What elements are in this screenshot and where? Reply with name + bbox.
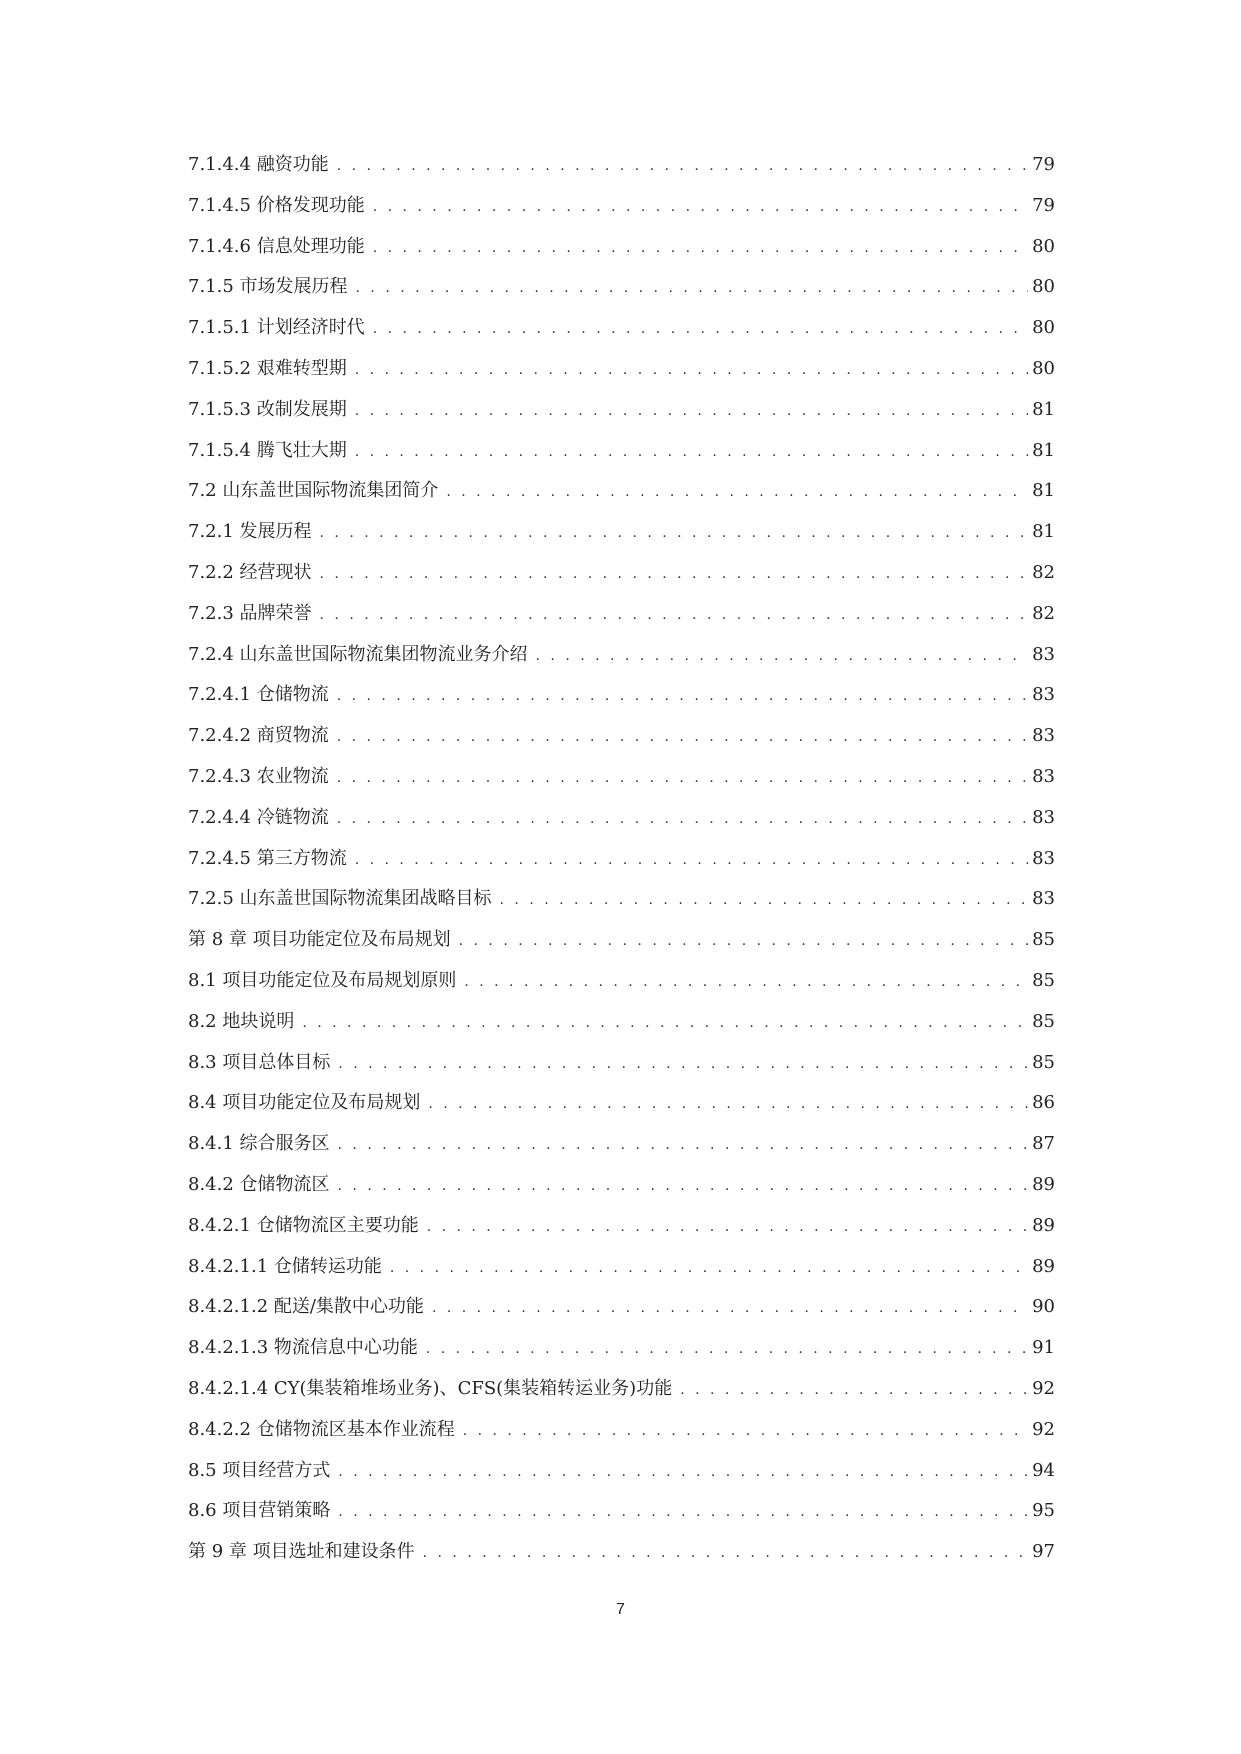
toc-entry[interactable] bbox=[188, 1091, 1055, 1132]
toc-dot-leader bbox=[337, 684, 1028, 708]
toc-dot-leader bbox=[320, 521, 1029, 545]
toc-dot-leader bbox=[338, 1460, 1028, 1484]
toc-entry-title: 7.2.2 经营现状 bbox=[188, 561, 312, 583]
toc-dot-leader bbox=[390, 1256, 1028, 1280]
toc-entry-page: 86 bbox=[1032, 1092, 1055, 1114]
toc-entry-page: 80 bbox=[1032, 317, 1055, 339]
toc-entry-title: 8.4 项目功能定位及布局规划 bbox=[188, 1092, 421, 1114]
toc-entry-page: 92 bbox=[1032, 1377, 1055, 1399]
toc-entry-page: 80 bbox=[1032, 357, 1055, 379]
toc-dot-leader bbox=[536, 644, 1029, 668]
toc-entry[interactable] bbox=[188, 235, 1055, 276]
toc-entry-page: 83 bbox=[1032, 684, 1055, 706]
toc-entry[interactable] bbox=[188, 398, 1055, 439]
toc-dot-leader bbox=[355, 358, 1028, 382]
toc-entry[interactable] bbox=[188, 1214, 1055, 1255]
toc-entry-page: 81 bbox=[1032, 439, 1055, 461]
toc-entry-title: 8.1 项目功能定位及布局规划原则 bbox=[188, 969, 457, 991]
toc-dot-leader bbox=[426, 1337, 1028, 1361]
table-of-contents bbox=[188, 153, 1055, 1581]
toc-entry[interactable] bbox=[188, 1255, 1055, 1296]
toc-entry[interactable] bbox=[188, 479, 1055, 520]
toc-entry-title: 8.4.2.1 仓储物流区主要功能 bbox=[188, 1214, 419, 1236]
toc-dot-leader bbox=[373, 236, 1028, 260]
toc-entry[interactable] bbox=[188, 683, 1055, 724]
toc-entry[interactable] bbox=[188, 806, 1055, 847]
toc-dot-leader bbox=[428, 1092, 1028, 1116]
toc-entry-page: 89 bbox=[1032, 1173, 1055, 1195]
toc-entry-title: 8.4.2.1.3 物流信息中心功能 bbox=[188, 1337, 418, 1359]
toc-entry-page: 83 bbox=[1032, 888, 1055, 910]
toc-entry-title: 第 8 章 项目功能定位及布局规划 bbox=[188, 929, 451, 951]
toc-entry[interactable] bbox=[188, 561, 1055, 602]
toc-entry-title: 7.2.4.4 冷链物流 bbox=[188, 806, 329, 828]
toc-entry-page: 81 bbox=[1032, 521, 1055, 543]
toc-entry-page: 91 bbox=[1032, 1337, 1055, 1359]
toc-entry[interactable] bbox=[188, 275, 1055, 316]
toc-entry-title: 7.1.5.3 改制发展期 bbox=[188, 398, 347, 420]
toc-entry-title: 8.4.1 综合服务区 bbox=[188, 1133, 330, 1155]
toc-entry[interactable] bbox=[188, 1173, 1055, 1214]
toc-entry[interactable] bbox=[188, 1132, 1055, 1173]
toc-entry-page: 83 bbox=[1032, 806, 1055, 828]
toc-dot-leader bbox=[337, 154, 1028, 178]
toc-entry-page: 89 bbox=[1032, 1214, 1055, 1236]
toc-entry-title: 7.1.5.4 腾飞壮大期 bbox=[188, 439, 347, 461]
toc-entry[interactable] bbox=[188, 357, 1055, 398]
toc-entry[interactable] bbox=[188, 1010, 1055, 1051]
page-number: 7 bbox=[616, 1601, 625, 1618]
toc-entry-title: 7.2.4.3 农业物流 bbox=[188, 765, 329, 787]
toc-entry-title: 8.4.2.1.1 仓储转运功能 bbox=[188, 1255, 382, 1277]
toc-entry-page: 81 bbox=[1032, 398, 1055, 420]
toc-entry-title: 7.2.4 山东盖世国际物流集团物流业务介绍 bbox=[188, 643, 528, 665]
toc-entry[interactable] bbox=[188, 1336, 1055, 1377]
toc-dot-leader bbox=[337, 725, 1028, 749]
toc-entry[interactable] bbox=[188, 316, 1055, 357]
toc-dot-leader bbox=[463, 1419, 1028, 1443]
toc-entry[interactable] bbox=[188, 928, 1055, 969]
toc-entry-page: 83 bbox=[1032, 643, 1055, 665]
toc-entry-page: 90 bbox=[1032, 1296, 1055, 1318]
toc-dot-leader bbox=[320, 603, 1029, 627]
toc-dot-leader bbox=[446, 480, 1028, 504]
toc-entry-title: 7.1.4.6 信息处理功能 bbox=[188, 235, 365, 257]
toc-entry-page: 79 bbox=[1032, 154, 1055, 175]
toc-entry-title: 7.2.4.2 商贸物流 bbox=[188, 725, 329, 747]
toc-entry-title: 7.1.5.2 艰难转型期 bbox=[188, 357, 347, 379]
toc-entry[interactable] bbox=[188, 194, 1055, 235]
toc-dot-leader bbox=[373, 195, 1028, 219]
toc-dot-leader bbox=[338, 1052, 1028, 1076]
toc-entry-title: 8.6 项目营销策略 bbox=[188, 1500, 331, 1522]
toc-entry-page: 87 bbox=[1032, 1133, 1055, 1155]
toc-dot-leader bbox=[355, 399, 1028, 423]
toc-entry-title: 7.1.4.5 价格发现功能 bbox=[188, 194, 365, 216]
toc-dot-leader bbox=[355, 440, 1028, 464]
toc-entry[interactable] bbox=[188, 1540, 1055, 1581]
toc-entry-page: 85 bbox=[1032, 1051, 1055, 1073]
toc-dot-leader bbox=[337, 766, 1028, 790]
toc-entry[interactable] bbox=[188, 439, 1055, 480]
toc-entry[interactable] bbox=[188, 153, 1055, 194]
toc-dot-leader bbox=[338, 1500, 1028, 1524]
toc-entry[interactable] bbox=[188, 765, 1055, 806]
toc-entry-page: 85 bbox=[1032, 929, 1055, 951]
toc-entry-page: 97 bbox=[1032, 1541, 1055, 1563]
toc-dot-leader bbox=[459, 929, 1028, 953]
toc-dot-leader bbox=[302, 1011, 1028, 1035]
toc-entry-title: 8.4.2 仓储物流区 bbox=[188, 1173, 330, 1195]
toc-dot-leader bbox=[500, 888, 1029, 912]
toc-entry-title: 7.2.3 品牌荣誉 bbox=[188, 602, 312, 624]
toc-entry-title: 7.2.5 山东盖世国际物流集团战略目标 bbox=[188, 888, 492, 910]
toc-entry[interactable] bbox=[188, 887, 1055, 928]
toc-entry-title: 7.1.4.4 融资功能 bbox=[188, 154, 329, 175]
toc-entry-page: 94 bbox=[1032, 1459, 1055, 1481]
toc-entry-page: 82 bbox=[1032, 561, 1055, 583]
toc-entry-title: 7.1.5.1 计划经济时代 bbox=[188, 317, 365, 339]
toc-entry[interactable] bbox=[188, 969, 1055, 1010]
toc-dot-leader bbox=[373, 317, 1028, 341]
toc-entry-title: 7.2.4.5 第三方物流 bbox=[188, 847, 347, 869]
toc-entry-page: 81 bbox=[1032, 480, 1055, 502]
toc-entry-title: 8.4.2.1.2 配送/集散中心功能 bbox=[188, 1296, 424, 1318]
toc-entry-title: 7.1.5 市场发展历程 bbox=[188, 276, 348, 298]
toc-entry-title: 8.5 项目经营方式 bbox=[188, 1459, 331, 1481]
toc-dot-leader bbox=[432, 1296, 1028, 1320]
toc-entry-title: 7.2.1 发展历程 bbox=[188, 521, 312, 543]
toc-entry-page: 83 bbox=[1032, 765, 1055, 787]
toc-entry-title: 8.4.2.2 仓储物流区基本作业流程 bbox=[188, 1418, 455, 1440]
toc-entry[interactable] bbox=[188, 1459, 1055, 1500]
toc-entry[interactable] bbox=[188, 1418, 1055, 1459]
toc-dot-leader bbox=[338, 1133, 1029, 1157]
toc-entry-page: 92 bbox=[1032, 1418, 1055, 1440]
toc-entry-title: 8.2 地块说明 bbox=[188, 1010, 295, 1032]
toc-entry-page: 80 bbox=[1032, 276, 1055, 298]
toc-entry[interactable] bbox=[188, 724, 1055, 765]
toc-entry-page: 95 bbox=[1032, 1500, 1055, 1522]
toc-dot-leader bbox=[680, 1378, 1028, 1402]
toc-entry[interactable] bbox=[188, 520, 1055, 561]
toc-entry-page: 85 bbox=[1032, 969, 1055, 991]
toc-entry[interactable] bbox=[188, 1051, 1055, 1092]
toc-entry-title: 第 9 章 项目选址和建设条件 bbox=[188, 1541, 415, 1563]
toc-entry[interactable] bbox=[188, 602, 1055, 643]
toc-entry-page: 83 bbox=[1032, 847, 1055, 869]
toc-entry-page: 80 bbox=[1032, 235, 1055, 257]
toc-entry[interactable] bbox=[188, 643, 1055, 684]
toc-dot-leader bbox=[338, 1174, 1029, 1198]
toc-dot-leader bbox=[355, 848, 1028, 872]
toc-entry-page: 79 bbox=[1032, 194, 1055, 216]
toc-dot-leader bbox=[356, 276, 1029, 300]
toc-dot-leader bbox=[337, 807, 1028, 831]
toc-entry[interactable] bbox=[188, 1295, 1055, 1336]
toc-dot-leader bbox=[320, 562, 1029, 586]
toc-entry[interactable] bbox=[188, 1499, 1055, 1540]
toc-entry-title: 8.3 项目总体目标 bbox=[188, 1051, 331, 1073]
toc-dot-leader bbox=[464, 970, 1028, 994]
toc-entry[interactable] bbox=[188, 847, 1055, 888]
toc-entry[interactable] bbox=[188, 1377, 1055, 1418]
toc-entry-page: 85 bbox=[1032, 1010, 1055, 1032]
toc-entry-title: 7.2 山东盖世国际物流集团简介 bbox=[188, 480, 439, 502]
toc-entry-page: 82 bbox=[1032, 602, 1055, 624]
toc-entry-title: 7.2.4.1 仓储物流 bbox=[188, 684, 329, 706]
toc-dot-leader bbox=[423, 1541, 1028, 1565]
toc-entry-page: 89 bbox=[1032, 1255, 1055, 1277]
toc-dot-leader bbox=[427, 1215, 1028, 1239]
toc-entry-title: 8.4.2.1.4 CY(集装箱堆场业务)、CFS(集装箱转运业务)功能 bbox=[188, 1377, 673, 1399]
toc-entry-page: 83 bbox=[1032, 725, 1055, 747]
